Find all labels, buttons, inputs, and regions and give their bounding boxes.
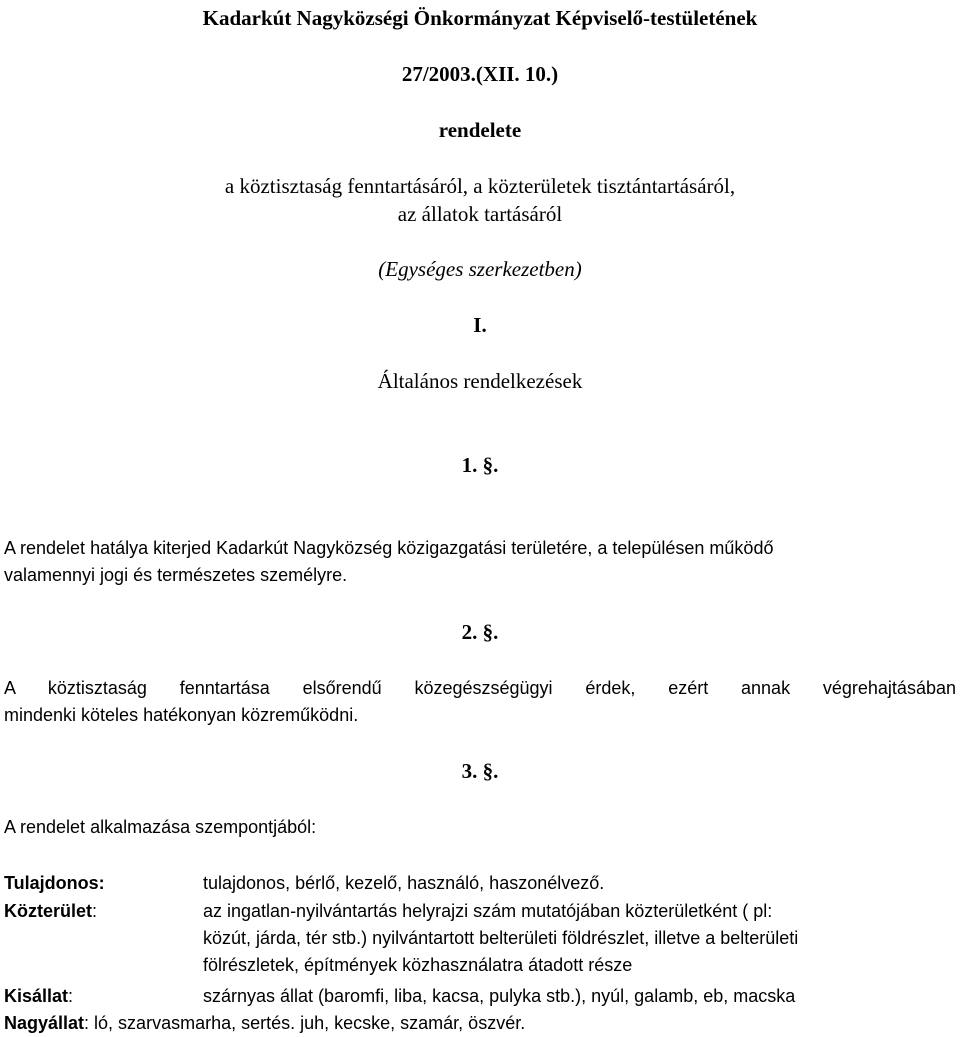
section-2-line-2: mindenki köteles hatékonyan közreműködni. (4, 705, 359, 725)
consolidated-note: (Egységes szerkezetben) (378, 257, 582, 281)
definition-term-kisallat-word: Kisállat (4, 986, 69, 1006)
document-title-line-1: Kadarkút Nagyközségi Önkormányzat Képviselő-testületének (202, 6, 758, 30)
document-subject-line-2: az állatok tartásáról (397, 202, 563, 226)
definition-desc-kozterulet (203, 898, 956, 979)
section-1-line-1: A rendelet hatálya kiterjed Kadarkút Nagyközség közigazgatási területére, a településen működő (4, 538, 774, 558)
definition-desc-kozterulet-line-3: fölrészletek, építmények közhasználatra átadott része (203, 955, 633, 975)
definition-term-tulajdonos: Tulajdonos: (4, 873, 105, 893)
document-subject-line-1: a köztisztaság fenntartásáról, a közterületek tisztántartásáról, (224, 174, 736, 198)
definition-desc-kozterulet-line-2: közút, járda, tér stb.) nyilvántartott belterületi földrészlet, illetve a belterületi (203, 928, 799, 948)
definition-desc-nagyallat: : ló, szarvasmarha, sertés. juh, kecske, szamár, öszvér. (84, 1013, 526, 1033)
definition-desc-tulajdonos-text: tulajdonos, bérlő, kezelő, használó, haszonélvező. (203, 873, 605, 893)
section-3-number: 3. §. (461, 759, 499, 783)
chapter-number: I. (473, 313, 487, 337)
definition-desc-kisallat-text: szárnyas állat (baromfi, liba, kacsa, pulyka stb.), nyúl, galamb, eb, macska (203, 986, 796, 1006)
definition-term-nagyallat-word: Nagyállat (4, 1013, 85, 1033)
section-2-line-1: A köztisztaság fenntartása elsőrendű közegészségügyi érdek, ezért annak végrehajtásában (4, 678, 956, 698)
chapter-title: Általános rendelkezések (377, 369, 583, 393)
definition-term-kisallat (4, 983, 73, 1010)
definition-term-kozterulet (4, 898, 97, 925)
definition-term-kisallat-colon: : (68, 986, 74, 1006)
definition-desc-kozterulet-line-1: az ingatlan-nyilvántartás helyrajzi szám mutatójában közterületként ( pl: (203, 901, 773, 921)
definition-desc-kisallat (203, 983, 956, 1010)
section-3-intro: A rendelet alkalmazása szempontjából: (4, 817, 317, 837)
document-title-type: rendelete (438, 118, 522, 142)
section-2-number: 2. §. (461, 620, 499, 644)
document-title-number: 27/2003.(XII. 10.) (401, 62, 559, 86)
section-2-paragraph (4, 675, 956, 729)
section-1-paragraph (4, 535, 956, 589)
definition-desc-tulajdonos (203, 870, 956, 897)
definition-nagyallat (4, 1010, 525, 1037)
definition-term-kozterulet-word: Közterület (4, 901, 93, 921)
section-1-number: 1. §. (461, 453, 499, 477)
definition-term-kozterulet-colon: : (92, 901, 98, 921)
section-1-line-2: valamennyi jogi és természetes személyre. (4, 565, 348, 585)
